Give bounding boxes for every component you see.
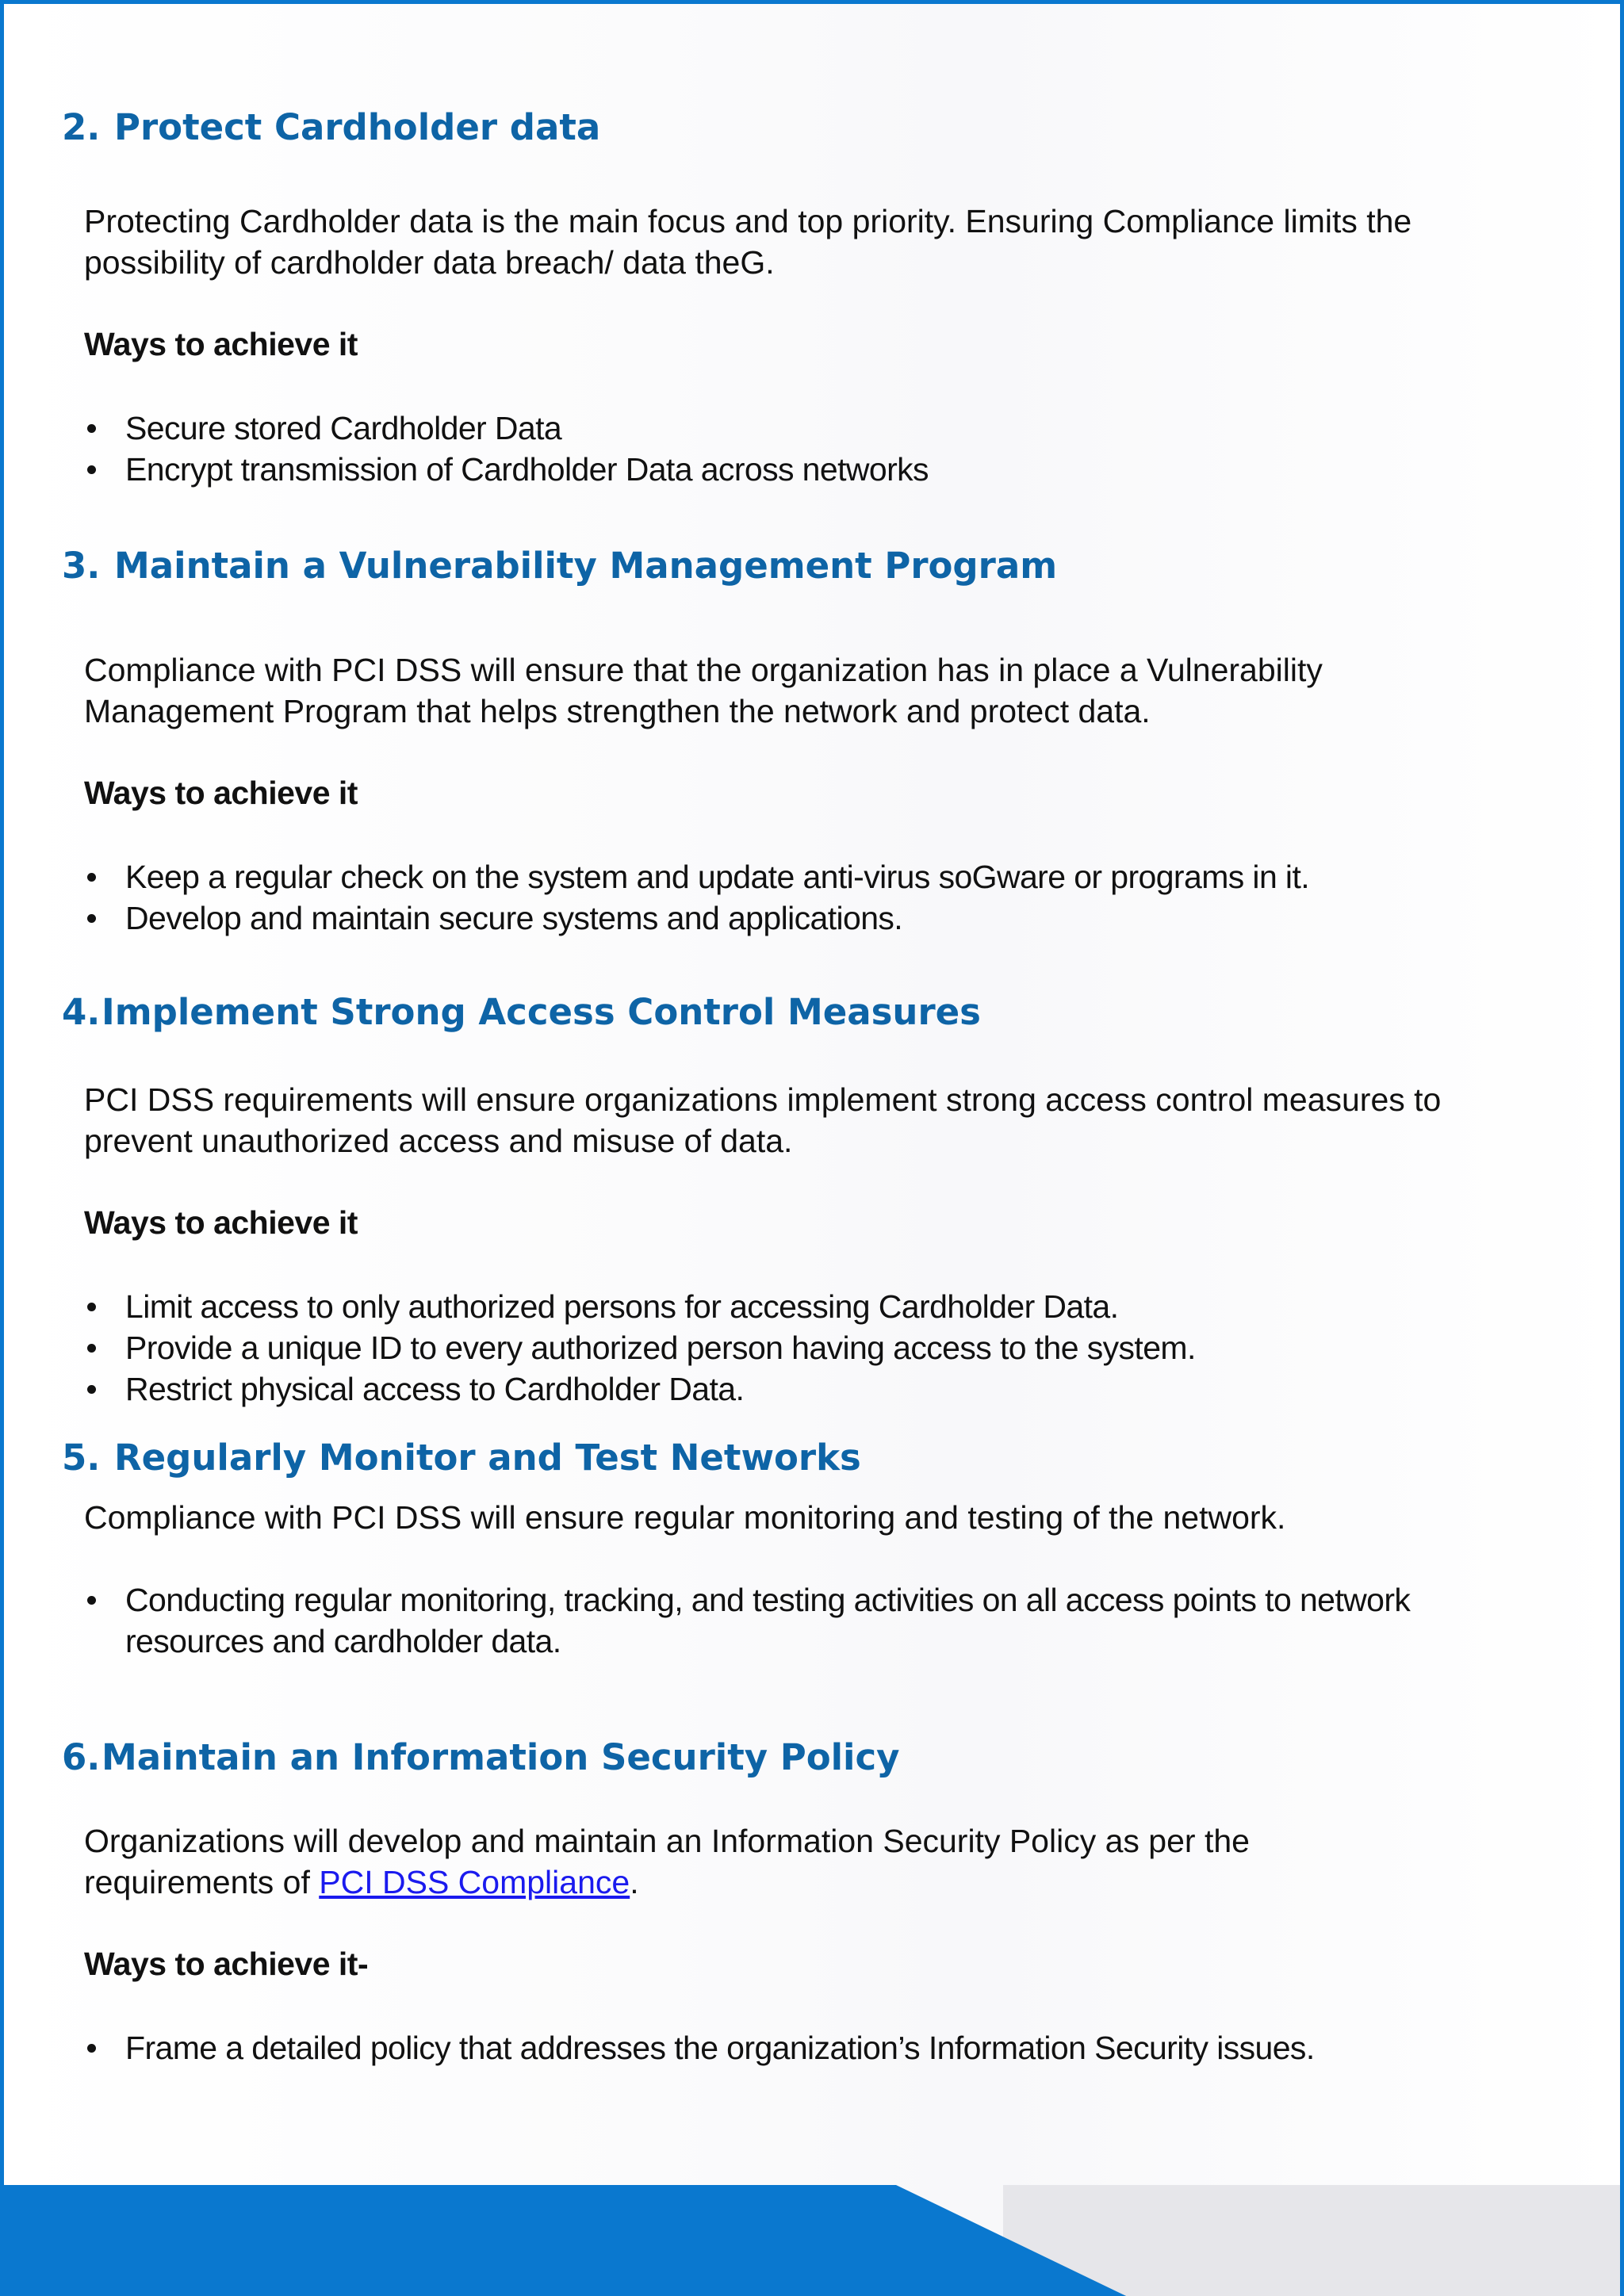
section-5-title: Regularly Monitor and Test Networks (114, 1437, 861, 1479)
bullet-icon (87, 1344, 96, 1353)
section-5-number: 5. (62, 1437, 101, 1479)
paragraph-line: requirements of (84, 1864, 320, 1900)
section-3-heading (62, 545, 1058, 587)
list-item-text-continued: resources and cardholder data. (125, 1623, 561, 1659)
paragraph-line: Management Program that helps strengthen the network and protect data. (84, 693, 1151, 729)
paragraph-line: PCI DSS requirements will ensure organizations implement strong access control measures to (84, 1081, 1442, 1118)
list-item-text: Keep a regular check on the system and update anti-virus soGware or programs in it. (125, 859, 1310, 895)
list-item (84, 408, 929, 449)
list-item-text: Frame a detailed policy that addresses the organization’s Information Security issues. (125, 2030, 1315, 2066)
footer-gray-shape (1003, 2185, 1624, 2296)
section-5-bullet-list (84, 1579, 1410, 1662)
paragraph-line: possibility of cardholder data breach/ data theG. (84, 244, 775, 281)
section-5-paragraph: Compliance with PCI DSS will ensure regular monitoring and testing of the network. (84, 1499, 1286, 1536)
list-item-text: Develop and maintain secure systems and applications. (125, 900, 903, 936)
paragraph-line: Organizations will develop and maintain an Information Security Policy as per the (84, 1823, 1250, 1859)
section-3-number: 3. (62, 545, 101, 587)
list-item (84, 1579, 1410, 1662)
footer-blue-shape (0, 2185, 1126, 2296)
list-item (84, 856, 1309, 897)
section-4-bullet-list (84, 1286, 1196, 1410)
list-item-text: Encrypt transmission of Cardholder Data across networks (125, 451, 929, 488)
section-3-paragraph (84, 649, 1323, 732)
paragraph-line: prevent unauthorized access and misuse of data. (84, 1123, 793, 1159)
section-6-number: 6. (62, 1736, 101, 1778)
paragraph-line: Compliance with PCI DSS will ensure that the organization has in place a Vulnerability (84, 652, 1323, 688)
paragraph-line: Protecting Cardholder data is the main focus and top priority. Ensuring Compliance limits the (84, 203, 1412, 239)
list-item-text: Conducting regular monitoring, tracking, and testing activities on all access points to network (125, 1582, 1411, 1618)
paragraph-punctuation: . (630, 1864, 639, 1900)
section-5-heading (62, 1437, 861, 1479)
section-6-ways-label: Ways to achieve it- (84, 1946, 369, 1982)
bullet-icon (87, 465, 96, 474)
section-2-title: Protect Cardholder data (114, 106, 601, 148)
section-3-ways-label: Ways to achieve it (84, 775, 358, 811)
section-4-ways-label: Ways to achieve it (84, 1204, 358, 1241)
section-6-heading (62, 1736, 900, 1778)
footer-right-edge (1620, 2185, 1624, 2296)
list-item (84, 1368, 1196, 1410)
list-item (84, 897, 1309, 939)
list-item (84, 1327, 1196, 1368)
section-3-title: Maintain a Vulnerability Management Program (114, 545, 1058, 587)
list-item (84, 2027, 1315, 2068)
section-6-paragraph (84, 1820, 1250, 1903)
section-3-bullet-list (84, 856, 1309, 939)
bullet-icon (87, 1303, 96, 1311)
bullet-icon (87, 424, 96, 433)
list-item (84, 1286, 1196, 1327)
bullet-icon (87, 1385, 96, 1394)
section-6-bullet-list (84, 2027, 1315, 2068)
list-item-text: Provide a unique ID to every authorized person having access to the system. (125, 1330, 1196, 1366)
footer-decoration (0, 2185, 1624, 2296)
section-2-ways-label: Ways to achieve it (84, 326, 358, 362)
bullet-icon (87, 2044, 96, 2053)
pci-dss-compliance-link[interactable]: PCI DSS Compliance (319, 1864, 630, 1900)
bullet-icon (87, 1596, 96, 1605)
section-4-paragraph (84, 1079, 1441, 1161)
section-4-heading (62, 991, 981, 1033)
section-4-number: 4. (62, 991, 101, 1033)
list-item-text: Limit access to only authorized persons for accessing Cardholder Data. (125, 1288, 1119, 1325)
section-2-bullet-list (84, 408, 929, 490)
list-item-text: Restrict physical access to Cardholder Data. (125, 1371, 745, 1407)
section-2-paragraph (84, 201, 1411, 283)
section-6-title: Maintain an Information Security Policy (102, 1736, 900, 1778)
bullet-icon (87, 914, 96, 923)
bullet-icon (87, 873, 96, 882)
list-item (84, 449, 929, 490)
section-4-title: Implement Strong Access Control Measures (102, 991, 981, 1033)
section-2-heading (62, 106, 601, 148)
list-item-text: Secure stored Cardholder Data (125, 410, 562, 446)
section-2-number: 2. (62, 106, 101, 148)
